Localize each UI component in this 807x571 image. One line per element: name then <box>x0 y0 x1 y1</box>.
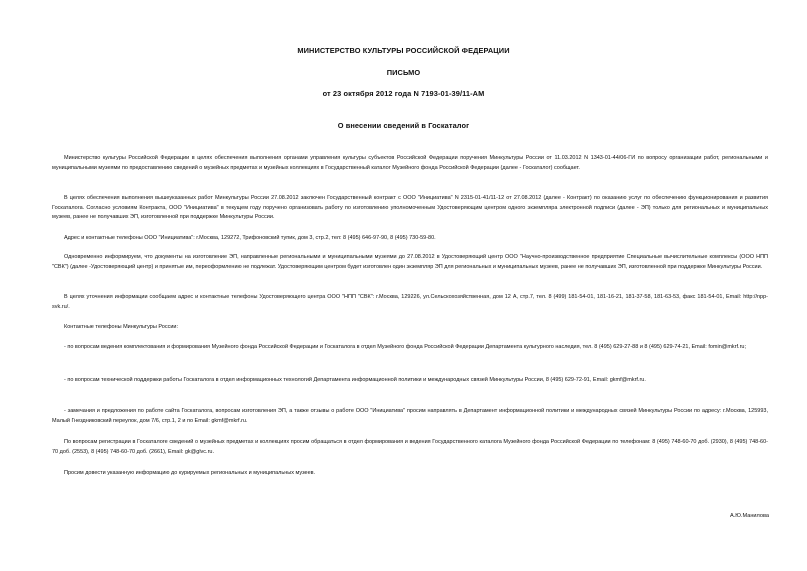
paragraph-registration: По вопросам регистрации в Госкаталоге сведений о музейных предметах и коллекциях просим обращаться в отдел формирования и ведения Государственного каталога Музейного фонда Российской Федерации по телефонам: 8 (495) 748-60-70 доб. (2930), 8 (495) 748-60-70 доб. (2553), 8 (495) 748-60-70 доб. (2661), Email: gk@glvc.ru. <box>52 439 768 455</box>
paragraph-contact-museum-fund: - по вопросам ведения комплектования и формирования Музейного фонда Российской Федерации и Госкаталога в отдел Музейного фонда Российской Федерации Департамента культурного наследия, тел. 8 (495) 629-27-88 и 8 (495) 629-74-21, Email: fomin@mkrf.ru; <box>64 344 746 350</box>
paragraph-contract: В целях обеспечения выполнения вышеуказанных работ Минкультуры России 27.08.2012 заключен Государственный контракт с ООО "Инициатива" N 2315-01-41/11-12 от 27.08.2012 (далее - Контракт) по оказанию услуг по обеспечению функционирования и развития Госкаталога. Согласно условиям Контракта, ООО "Инициатива" в текущем году поручено организовать работу по изготовлению уполномоченным Удостоверяющим центром одного экземпляра электронной подписи (далее - ЭП) только для региональных и муниципальных музеев, ранее не получавших ЭП, изготовленной при поддержке Минкультуры России. <box>52 195 768 220</box>
paragraph-intro: Министерство культуры Российской Федерации в целях обеспечения выполнения органами управления культуры субъектов Российской Федерации поручения Минкультуры России от 11.03.2012 N 1343-01-44/06-ГИ по вопросу организации работ, региональными и муниципальными музеями по предоставлению сведений о музейных предметах и музейных коллекциях в Государственный каталог Музейного фонда Российской Федерации (далее - Госкаталог) сообщает. <box>52 155 768 171</box>
document-type: ПИСЬМО <box>386 68 421 77</box>
paragraph-documents: Одновременно информируем, что документы на изготовление ЭП, направленные региональными и муниципальными музеями до 27.08.2012 в Удостоверяющий центр ООО "Научно-производственное предприятие Специальные вычислительные комплексы (ООО НПП "СВК") (далее -Удостоверяющий центр) и принятые им, переоформлению не подлежат. Удостоверяющим центром будет изготовлен один экземпляр ЭП для региональных и муниципальных музеев, ранее не получавших ЭП, изготовленной при поддержке Минкультуры России. <box>52 254 768 270</box>
paragraph-contacts-title: Контактные телефоны Минкультуры России: <box>64 324 178 330</box>
document-subject: О внесении сведений в Госкаталог <box>337 121 470 130</box>
ministry-heading: МИНИСТЕРСТВО КУЛЬТУРЫ РОССИЙСКОЙ ФЕДЕРАЦИИ <box>297 46 510 55</box>
paragraph-contact-tech-support: - по вопросам технической поддержки работы Госкаталога в отдел информационных технологий Департамента информационной политики и международных связей Минкультуры России, 8 (495) 629-72-91, Email: gkmf@mkrf.ru. <box>64 377 646 383</box>
paragraph-svk-address: В целях уточнения информации сообщаем адрес и контактные телефоны Удостоверяющего центра ООО "НПП "СВК": г.Москва, 129226, ул.Сельскохозяйственная, дом 12 А, стр.7, тел. 8 (499) 181-54-01, 181-16-21, 181-37-58, 181-63-53, факс 181-54-01, Email: http://npp-svk.ru/. <box>52 294 768 310</box>
signature: А.Ю.Манилова <box>730 513 769 519</box>
paragraph-contact-feedback: - замечания и предложения по работе сайта Госкаталога, вопросам изготовления ЭП, а также отзывы о работе ООО "Инициатива" просим направлять в Департамент информационной политики и международных связей Минкультуры России по адресу: г.Москва, 125993, Малый Гнездниковский переулок, дом 7/6, стр.1, 2 и по Email: gkmf@mkrf.ru. <box>52 408 768 424</box>
paragraph-initiativa-address: Адрес и контактные телефоны ООО "Инициатива": г.Москва, 129272, Трифоновский тупик, дом 3, стр.2, тел: 8 (495) 646-97-90, 8 (495) 730-59-80. <box>64 235 436 241</box>
paragraph-request: Просим довести указанную информацию до курируемых региональных и муниципальных музеев. <box>64 470 316 476</box>
document-date-number: от 23 октября 2012 года N 7193-01-39/11-АМ <box>322 89 485 98</box>
